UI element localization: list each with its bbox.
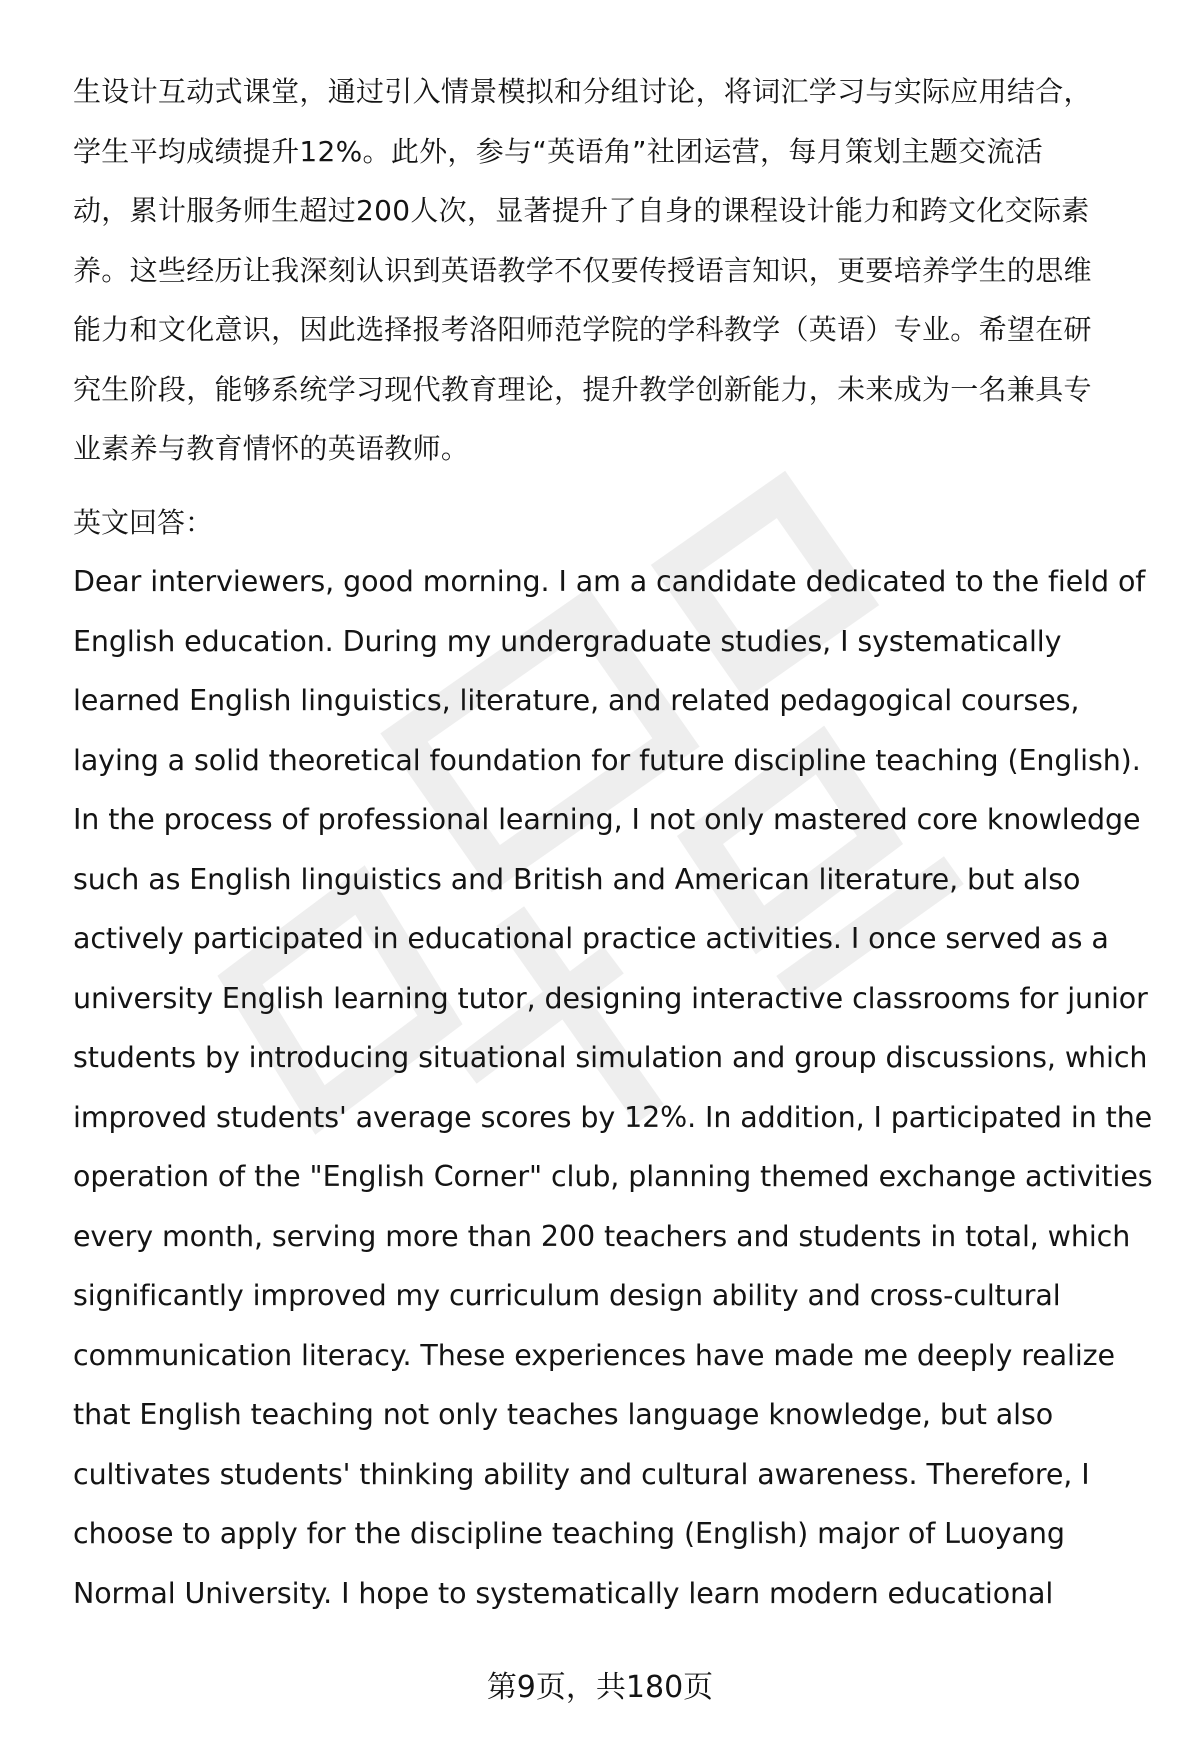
paragraph-line: improved students' average scores by 12%. In addition, I participated in the [73, 1100, 1153, 1134]
paragraph-line: Normal University. I hope to systematically learn modern educational [73, 1576, 1054, 1610]
paragraph-line: choose to apply for the discipline teaching (English) major of Luoyang [73, 1517, 1065, 1550]
paragraph-line: university English learning tutor, designing interactive classrooms for junior [73, 981, 1148, 1015]
paragraph-line: students by introducing situational simulation and group discussions, which [73, 1041, 1148, 1074]
document-body [73, 62, 1163, 1623]
paragraph-line: learned English linguistics, literature, and related pedagogical courses, [73, 684, 1080, 717]
paragraph-line: In the process of professional learning, I not only mastered core knowledge [73, 803, 1141, 836]
paragraph-line: communication literacy. These experiences have made me deeply realize [73, 1338, 1115, 1372]
paragraph-line: that English teaching not only teaches language knowledge, but also [73, 1398, 1054, 1431]
paragraph-line: 业素养与教育情怀的英语教师。 [73, 432, 470, 465]
paragraph-line: 学生平均成绩提升12%。此外，参与“英语角”社团运营，每月策划主题交流活 [73, 134, 1044, 168]
paragraph-line: cultivates students' thinking ability and cultural awareness. Therefore, I [73, 1457, 1090, 1491]
paragraph-line: such as English linguistics and British and American literature, but also [73, 862, 1081, 896]
english-answer-paragraph [73, 552, 1163, 1623]
paragraph-line: 生设计互动式课堂，通过引入情景模拟和分组讨论，将词汇学习与实际应用结合， [73, 75, 1092, 108]
paragraph-line: laying a solid theoretical foundation for future discipline teaching (English). [73, 743, 1141, 777]
chinese-answer-paragraph [73, 62, 1163, 479]
paragraph-line: operation of the "English Corner" club, planning themed exchange activities [73, 1160, 1153, 1193]
paragraph-line: 究生阶段，能够系统学习现代教育理论，提升教学创新能力，未来成为一名兼具专 [73, 372, 1092, 406]
paragraph-line: every month, serving more than 200 teachers and students in total, which [73, 1219, 1131, 1253]
page-number-footer: 第9页，共180页 [486, 1670, 714, 1705]
paragraph-line: significantly improved my curriculum design ability and cross-cultural [73, 1279, 1061, 1312]
paragraph-line: actively participated in educational practice activities. I once served as a [73, 922, 1109, 955]
paragraph-line: Dear interviewers, good morning. I am a candidate dedicated to the field of [73, 565, 1146, 598]
paragraph-line: English education. During my undergraduate studies, I systematically [73, 624, 1062, 658]
paragraph-line: 养。这些经历让我深刻认识到英语教学不仅要传授语言知识，更要培养学生的思维 [73, 253, 1092, 287]
paragraph-line: 能力和文化意识，因此选择报考洛阳师范学院的学科教学（英语）专业。希望在研 [73, 313, 1092, 346]
paragraph-line: 动，累计服务师生超过200人次，显著提升了自身的课程设计能力和跨文化交际素 [73, 194, 1090, 227]
english-answer-heading: 英文回答： [73, 505, 214, 539]
